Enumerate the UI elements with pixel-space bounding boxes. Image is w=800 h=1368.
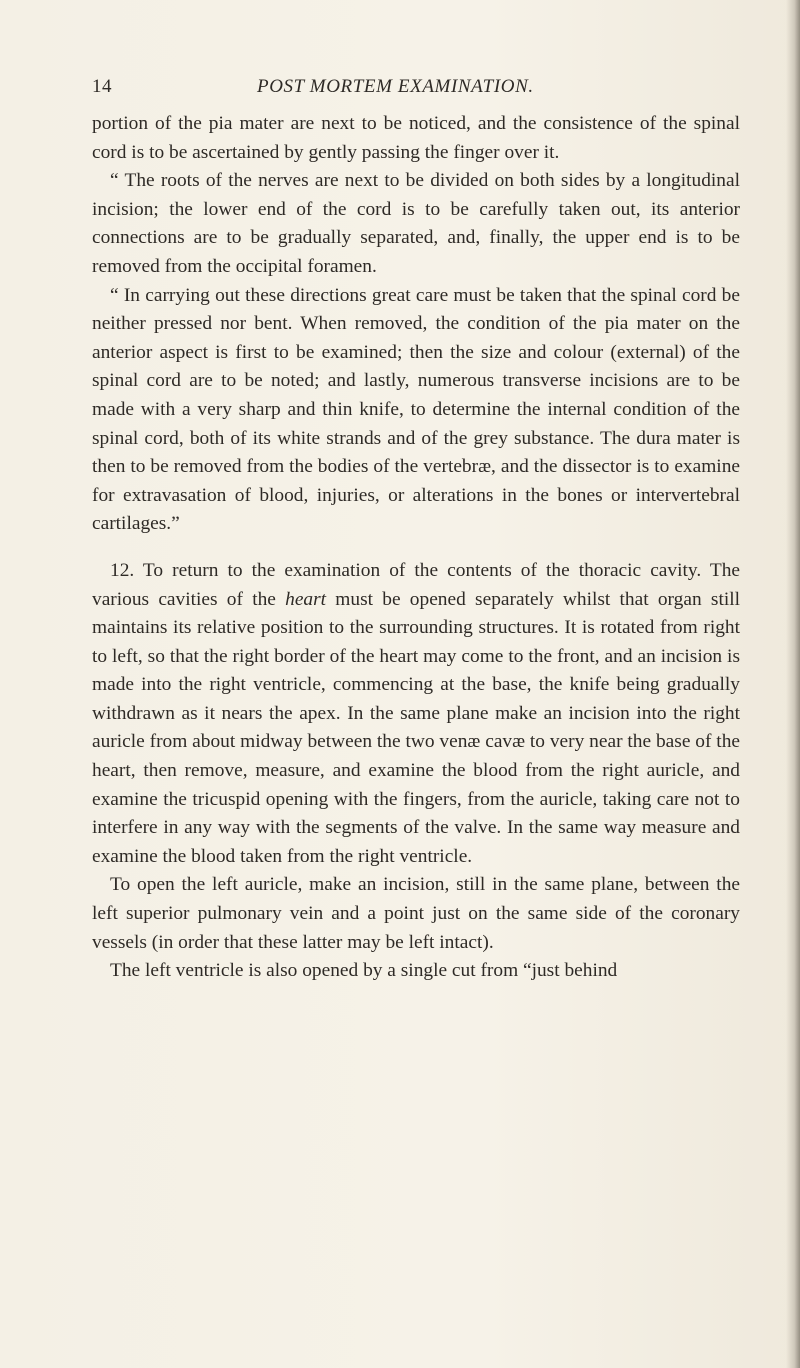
page-edge-shadow xyxy=(786,0,800,1368)
paragraph-4-italic: heart xyxy=(285,588,327,610)
body-text xyxy=(92,110,740,986)
paragraph-4-text-a: To return to the examination of the contents of the thoracic cavity. The various cavities of the xyxy=(92,559,740,610)
paragraph-6: The left ventricle is also opened by a single cut from “just behind xyxy=(110,960,618,982)
running-title: POST MORTEM EXAMINATION. xyxy=(257,76,534,97)
paragraph-2: “ The roots of the nerves are next to be divided on both sides by a longitudinal incision; the lower end of the cord is to be carefully taken out, its anterior connections are to be gradually separated, and, finally, the upper end is to be removed from the occipital foramen. xyxy=(92,170,740,277)
paragraph-1: portion of the pia mater are next to be noticed, and the consistence of the spinal cord is to be ascertained by gently passing the finger over it. xyxy=(92,113,740,163)
section-number: 12. xyxy=(110,559,135,581)
paragraph-5: To open the left auricle, make an incision, still in the same plane, between the left superior pulmonary vein and a point just on the same side of the coronary vessels (in order that these latter may be left intact). xyxy=(92,874,740,953)
paragraph-4-text-b: must be opened separately whilst that organ still maintains its relative position to the surrounding structures. It is rotated from right to left, so that the right border of the heart may come to the front, and an incision is made into the right ventricle, commencing at the base, the knife being gradually withdrawn as it nears the apex. In the same plane make an incision into the right auricle from about midway between the two venæ cavæ to very near the base of the heart, then remove, measure, and examine the blood from the right auricle, and examine the tricuspid opening with the fingers, from the auricle, taking care not to interfere in any way with the segments of the valve. In the same way measure and examine the blood taken from the right ventricle. xyxy=(92,588,740,867)
paragraph-4 xyxy=(92,557,740,872)
page-header xyxy=(92,76,712,106)
page-number: 14 xyxy=(92,76,112,97)
paragraph-3: “ In carrying out these directions great care must be taken that the spinal cord be neither pressed nor bent. When removed, the condition of the pia mater on the anterior aspect is first to be examined; then the size and colour (external) of the spinal cord are to be noted; and lastly, numerous transverse incisions are to be made with a very sharp and thin knife, to determine the internal condition of the spinal cord, both of its white strands and of the grey substance. The dura mater is then to be removed from the bodies of the vertebræ, and the dissector is to examine for extravasation of blood, injuries, or alterations in the bones or intervertebral cartilages.” xyxy=(92,284,740,535)
